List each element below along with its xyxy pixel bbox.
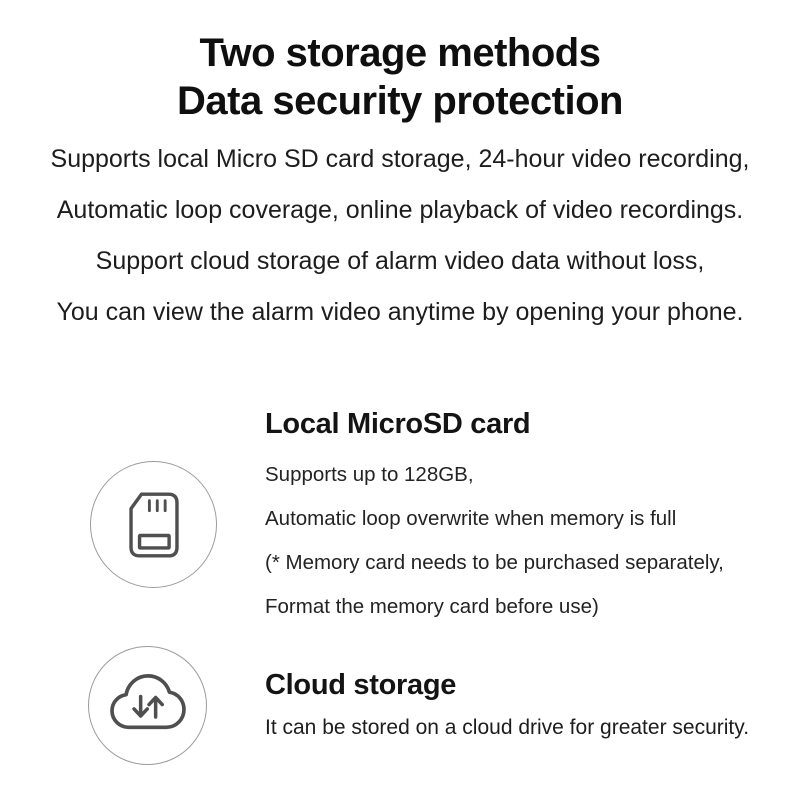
cloud-sync-icon xyxy=(88,646,207,765)
feature-local-microsd xyxy=(265,406,775,629)
page-title xyxy=(0,29,800,125)
intro-paragraph xyxy=(0,134,800,338)
title-line-2: Data security protection xyxy=(177,79,623,123)
sd-line-1: Supports up to 128GB, xyxy=(265,463,474,486)
sd-card-glyph xyxy=(112,483,196,567)
download-arrow-icon xyxy=(134,696,147,716)
intro-line-1: Supports local Micro SD card storage, 24-hour video recording, xyxy=(50,145,750,173)
feature-heading-cloud: Cloud storage xyxy=(265,669,457,701)
upload-arrow-icon xyxy=(149,697,162,717)
sd-card-icon xyxy=(90,461,217,588)
feature-description-cloud xyxy=(265,713,785,743)
cloud-line-1: It can be stored on a cloud drive for greater security. xyxy=(265,716,750,739)
intro-line-4: You can view the alarm video anytime by opening your phone. xyxy=(56,298,744,326)
intro-line-2: Automatic loop coverage, online playback of video recordings. xyxy=(56,196,744,224)
feature-heading-sd: Local MicroSD card xyxy=(265,408,531,440)
sd-line-2: Automatic loop overwrite when memory is full xyxy=(265,507,677,530)
feature-cloud-storage xyxy=(265,667,785,743)
sd-line-3: (* Memory card needs to be purchased separately, xyxy=(265,551,724,574)
feature-description-sd xyxy=(265,453,775,629)
intro-line-3: Support cloud storage of alarm video data without loss, xyxy=(95,247,705,275)
cloud-sync-glyph xyxy=(101,659,195,753)
sd-line-4: Format the memory card before use) xyxy=(265,595,599,618)
title-line-1: Two storage methods xyxy=(199,31,601,75)
